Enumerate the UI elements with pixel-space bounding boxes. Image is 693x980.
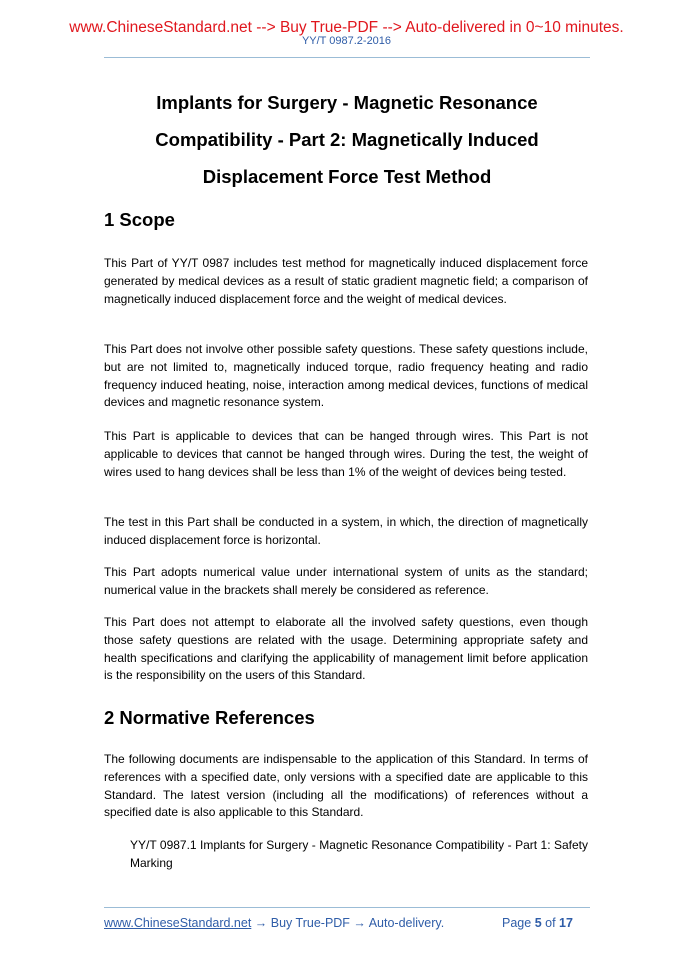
document-number: YY/T 0987.2-2016 bbox=[301, 35, 392, 47]
title-line: Compatibility - Part 2: Magnetically Induced bbox=[155, 129, 539, 150]
section-heading-scope: 1 Scope bbox=[104, 209, 175, 230]
footer-divider bbox=[104, 907, 590, 908]
title-line: Displacement Force Test Method bbox=[202, 166, 492, 187]
scope-paragraph: This Part does not involve other possible safety questions. These safety questions include, but are not limited to, magnetically induced torque, radio frequency heating and radio frequency induced heating, noise, interaction among medical devices, functions of medical devices and magnetic resonance system. bbox=[104, 342, 588, 410]
scope-paragraph: This Part is applicable to devices that can be hanged through wires. This Part is not applicable to devices that cannot be hanged through wires. During the test, the weight of wires used to hang devices shall be less than 1% of the weight of devices being tested. bbox=[104, 429, 588, 479]
footer-purchase-line bbox=[104, 916, 444, 930]
scope-paragraph: This Part of YY/T 0987 includes test method for magnetically induced displacement force generated by medical devices as a result of static gradient magnetic field; a comparison of magnetically induced displacement force and the weight of medical devices. bbox=[104, 256, 588, 306]
page-indicator bbox=[502, 916, 573, 930]
scope-paragraph: This Part adopts numerical value under international system of units as the standard; numerical value in the brackets shall merely be considered as reference. bbox=[104, 565, 588, 597]
page-label: Page bbox=[502, 916, 532, 930]
scope-paragraph: This Part does not attempt to elaborate all the involved safety questions, even though those safety questions are related with the usage. Determining appropriate safety and health specifications and clarifying the applicability of management limit before application is the responsibility on the users of this Standard. bbox=[104, 615, 588, 683]
reference-item: YY/T 0987.1 Implants for Surgery - Magnetic Resonance Compatibility - Part 1: Safety Marking bbox=[130, 838, 588, 870]
page-title bbox=[104, 84, 590, 195]
page-of: of bbox=[545, 916, 556, 930]
page-current: 5 bbox=[534, 916, 542, 930]
section-heading-normative-references: 2 Normative References bbox=[104, 707, 315, 728]
scope-paragraph: The test in this Part shall be conducted in a system, in which, the direction of magnetically induced displacement force is horizontal. bbox=[104, 515, 588, 547]
footer-purchase-text: → Buy True-PDF → Auto-delivery. bbox=[251, 916, 445, 930]
page-total: 17 bbox=[559, 916, 573, 930]
promo-banner-link[interactable]: www.ChineseStandard.net --> Buy True-PDF --> Auto-delivered in 0~10 minutes. bbox=[69, 19, 624, 36]
title-line: Implants for Surgery - Magnetic Resonance bbox=[156, 92, 538, 113]
normative-paragraph: The following documents are indispensable to the application of this Standard. In terms of references with a specified date, only versions with a specified date are applicable to this Standard. The latest version (including all the modifications) of references without a specified date is also applicable to this Standard. bbox=[104, 752, 588, 820]
footer-site-link[interactable]: www.ChineseStandard.net bbox=[104, 916, 252, 930]
header-divider bbox=[104, 57, 590, 58]
